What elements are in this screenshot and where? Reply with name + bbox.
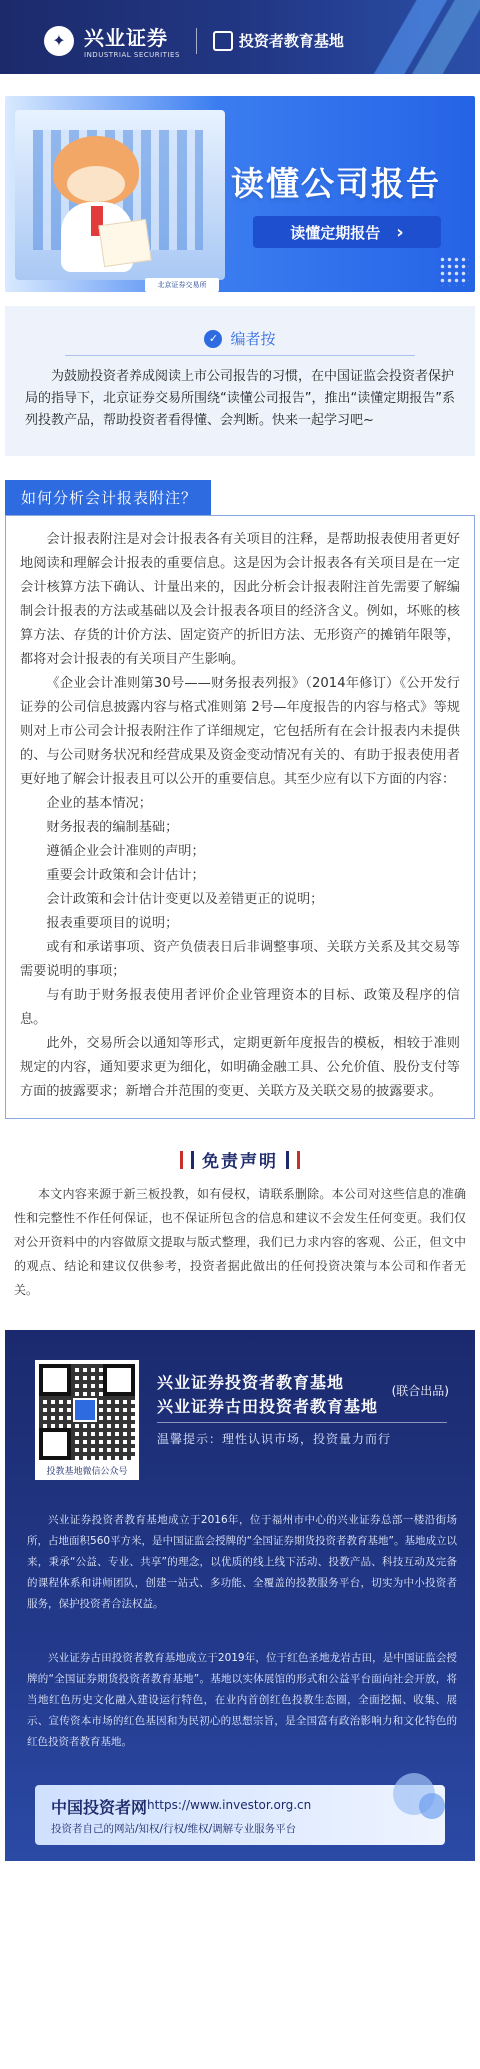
list-item: 或有和承诺事项、资产负债表日后非调整事项、关联方关系及其交易等需要说明的事项；: [20, 940, 460, 979]
section-paragraph: 《企业会计准则第30号——财务报表列报》（2014年修订）《公开发行证券的公司信息披露内容与格式准则第 2号—年度报告的内容与格式》等规则对上市公司会计报表附注作了详细规定，它包括所有在会计报表内未提供的、与公司财务状况和经营成果及资金变动情况有关的、有助于报表使用者更好地了解会计报表且可以公开的重要信息。其至少应有以下方面的内容：: [20, 676, 460, 787]
banner-button-label: 读懂定期报告: [290, 223, 381, 242]
disclaimer-bar-left2: [191, 1151, 194, 1169]
list-item: 遵循企业会计准则的声明；: [46, 844, 205, 859]
site-url[interactable]: https://www.investor.org.cn: [147, 1798, 312, 1812]
disclaimer-text: 本文内容来源于新三板投教，如有侵权，请联系删除。本公司对这些信息的准确性和完整性不作任何保证，也不保证所包含的信息和建议不会发生任何变更。我们仅对公开资料中的内容做原文提取与版式整理，我们已力求内容的客观、公正，但文中的观点、结论和建议仅供参考，投资者据此做出的任何投资决策与本公司和作者无关。: [14, 1187, 466, 1297]
mascot-face: [67, 166, 125, 202]
footer-title-primary: 兴业证券投资者教育基地: [157, 1373, 345, 1392]
top-header: [0, 0, 480, 74]
section-closing: 此外，交易所会以通知等形式，定期更新年度报告的模板，相较于准则规定的内容，通知要求更为细化，如明确金融工具、公允价值、股份支付等方面的披露要求；新增合并范围的变更、关联方及关联交易的披露要求。: [20, 1036, 460, 1099]
hero-banner: [5, 96, 475, 292]
check-icon: ✓: [204, 330, 222, 348]
qr-corner: [103, 1364, 135, 1396]
investor-site-banner[interactable]: [35, 1785, 445, 1845]
list-item: 报表重要项目的说明；: [46, 916, 179, 931]
section-content: [5, 515, 475, 1119]
qr-logo-icon: [73, 1398, 97, 1422]
editor-divider: [65, 355, 415, 356]
section-title: 如何分析会计报表附注？: [5, 480, 211, 515]
qr-corner: [39, 1364, 71, 1396]
exchange-sign: 北京证券交易所: [145, 278, 219, 292]
bubble-decoration: [419, 1793, 445, 1819]
disclaimer-bar-right: [297, 1151, 300, 1169]
mascot-paper: [98, 219, 151, 267]
footer-divider: [157, 1422, 447, 1423]
header-divider: [196, 28, 197, 54]
read-periodic-report-button[interactable]: [253, 216, 441, 248]
disclaimer-title: 免责声明: [202, 1152, 278, 1172]
qr-code[interactable]: [35, 1360, 139, 1464]
edu-base-label: 投资者教育基地: [238, 32, 344, 50]
editor-note-text: 为鼓励投资者养成阅读上市公司报告的习惯，在中国证监会投资者保护局的指导下，北京证券交易所围绕“读懂公司报告”，推出“读懂定期报告”系列投教产品，帮助投资者看得懂、会判断。快来一起学习吧~: [25, 369, 455, 428]
footer-tip: 温馨提示：理性认识市场，投资量力而行: [157, 1432, 392, 1446]
chevron-right-icon: ›: [396, 221, 404, 243]
edu-base: [213, 30, 344, 51]
editor-note-header: [25, 328, 455, 349]
brand-text: [84, 22, 180, 59]
header-decoration: [370, 0, 480, 74]
disclaimer-header: [0, 1147, 480, 1172]
qr-caption: 投教基地微信公众号: [35, 1464, 139, 1480]
site-slogan: 投资者自己的网站/知权/行权/维权/调解专业服务平台: [51, 1823, 297, 1835]
dot-grid-decoration: [439, 256, 469, 286]
editor-note: [5, 306, 475, 456]
list-item: 重要会计政策和会计估计；: [46, 868, 205, 883]
footer-title-secondary: 兴业证券古田投资者教育基地: [157, 1397, 379, 1416]
list-item: 会计政策和会计估计变更以及差错更正的说明；: [46, 892, 324, 907]
edu-base-icon: [213, 31, 233, 51]
site-name: 中国投资者网: [51, 1798, 148, 1817]
disclaimer-bar-left: [180, 1151, 183, 1169]
banner-title: 读懂公司报告: [231, 164, 441, 203]
qr-corner: [39, 1428, 71, 1460]
joint-production-label: (联合出品): [391, 1384, 449, 1398]
mascot-illustration: [43, 136, 153, 276]
list-item: 财务报表的编制基础；: [46, 820, 179, 835]
section-paragraph: 会计报表附注是对会计报表各有关项目的注释，是帮助报表使用者更好地阅读和理解会计报表的重要信息。这是因为会计报表各有关项目是在一定会计核算方法下确认、计量出来的，因此分析会计报表附注首先需要了解编制会计报表的方法或基础以及会计报表各项目的经济含义。例如，坏账的核算方法、存货的计价方法、固定资产的折旧方法、无形资产的摊销年限等，都将对会计报表的有关项目产生影响。: [20, 532, 460, 667]
brand-logo-icon: ✦: [44, 26, 74, 56]
footer-paragraph: 兴业证券投资者教育基地成立于2016年，位于福州市中心的兴业证券总部一楼沿街场所，占地面积560平方米，是中国证监会授牌的“全国证券期货投资者教育基地”。基地成立以来，秉承“公益、专业、共享”的理念，以优质的线上线下活动、投教产品、科技互动及完备的课程体系和讲师团队，创建一站式、多功能、全覆盖的投教服务平台，切实为中小投资者服务，保护投资者合法权益。: [27, 1514, 457, 1610]
brand-subtitle: INDUSTRIAL SECURITIES: [84, 51, 180, 59]
brand-name: 兴业证券: [84, 26, 168, 50]
editor-note-label: 编者按: [230, 330, 276, 348]
brand: [44, 22, 344, 59]
disclaimer-bar-right2: [286, 1151, 289, 1169]
list-item: 企业的基本情况；: [46, 796, 152, 811]
footer: [5, 1330, 475, 1861]
list-item: 与有助于财务报表使用者评价企业管理资本的目标、政策及程序的信息。: [20, 988, 460, 1027]
footer-paragraph: 兴业证券古田投资者教育基地成立于2019年，位于红色圣地龙岩古田，是中国证监会授牌的“全国证券期货投资者教育基地”。基地以实体展馆的形式和公益平台面向社会开放，将当地红色历史文化融入建设运行特色，在业内首创红色投教生态圈，全面挖掘、收集、展示、宣传资本市场的红色基因和为民初心的思想宗旨，是全国富有政治影响力和文化特色的红色投资者教育基地。: [27, 1652, 457, 1748]
